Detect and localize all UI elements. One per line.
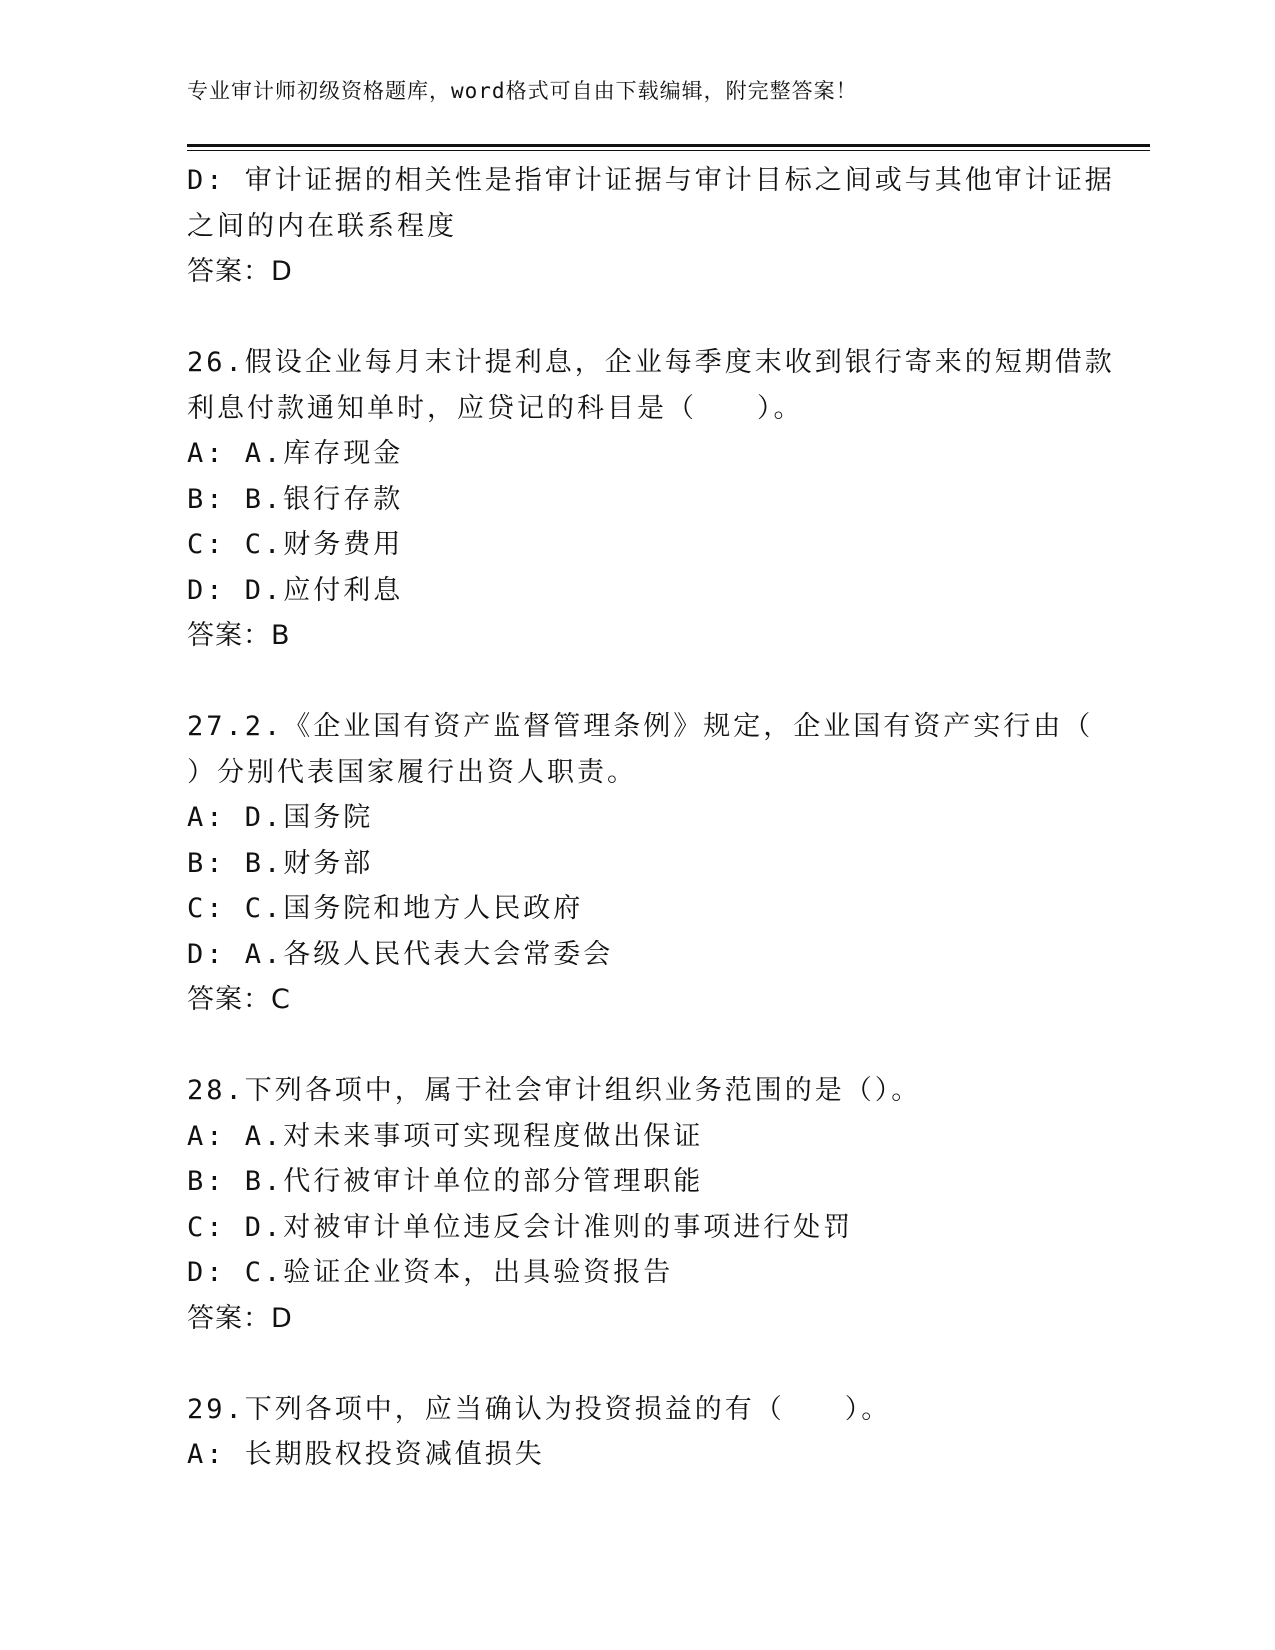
block-spacer (187, 295, 1087, 341)
question-content (187, 158, 1115, 1478)
question-line: 29.下列各项中，应当确认为投资损益的有（ ）。 (187, 1393, 892, 1425)
block-spacer (187, 659, 1087, 705)
question-line: ）分别代表国家履行出资人职责。 (187, 756, 637, 788)
question-line: C: D.对被审计单位违反会计准则的事项进行处罚 (187, 1211, 854, 1243)
page-header: 专业审计师初级资格题库，word格式可自由下载编辑，附完整答案！ (187, 79, 858, 103)
header-rule-thick (187, 144, 1150, 147)
question-line: 之间的内在联系程度 (187, 210, 457, 242)
question-block (187, 158, 1115, 295)
question-line: A: 长期股权投资减值损失 (187, 1439, 545, 1470)
answer-line: 答案：D (187, 1302, 293, 1334)
question-line: 28.下列各项中，属于社会审计组织业务范围的是（）。 (187, 1075, 922, 1106)
answer-line: 答案：B (187, 620, 291, 651)
question-line: A: A.库存现金 (187, 438, 404, 469)
question-line: D: A.各级人民代表大会常委会 (187, 938, 614, 970)
question-line: C: C.国务院和地方人民政府 (187, 893, 584, 924)
header-rule-thin (187, 150, 1150, 151)
question-line: B: B.银行存款 (187, 483, 404, 515)
question-line: 利息付款通知单时，应贷记的科目是（ ）。 (187, 392, 804, 424)
question-block (187, 1387, 1087, 1478)
question-line: A: D.国务院 (187, 802, 374, 833)
question-line: C: C.财务费用 (187, 529, 404, 560)
question-line: B: B.代行被审计单位的部分管理职能 (187, 1166, 704, 1197)
question-line: B: B.财务部 (187, 847, 374, 879)
question-line: 27.2.《企业国有资产监督管理条例》规定，企业国有资产实行由（ (187, 711, 1094, 742)
question-line: D: 审计证据的相关性是指审计证据与审计目标之间或与其他审计证据 (187, 165, 1115, 196)
question-line: 26.假设企业每月末计提利息，企业每季度末收到银行寄来的短期借款 (187, 347, 1115, 378)
question-block (187, 1068, 1087, 1341)
question-block (187, 340, 1115, 659)
question-line: D: D.应付利息 (187, 574, 404, 606)
answer-line: 答案：D (187, 256, 293, 287)
answer-line: 答案：C (187, 984, 291, 1015)
question-line: D: C.验证企业资本，出具验资报告 (187, 1257, 674, 1288)
block-spacer (187, 1023, 1087, 1069)
block-spacer (187, 1341, 1087, 1387)
question-line: A: A.对未来事项可实现程度做出保证 (187, 1120, 704, 1152)
question-block (187, 704, 1094, 1023)
